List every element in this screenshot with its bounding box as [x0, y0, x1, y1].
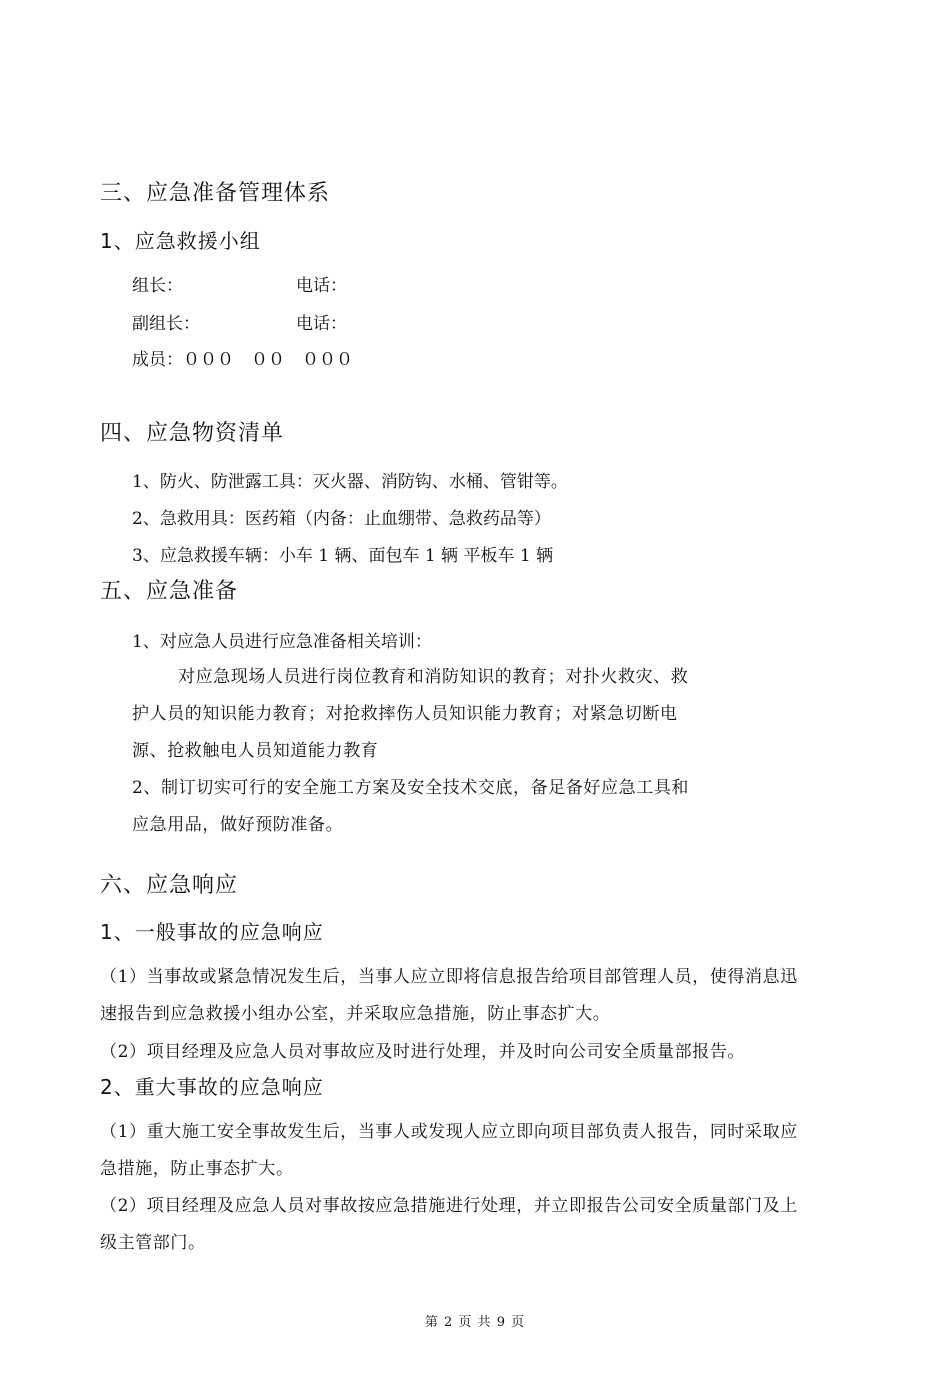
preparation-paragraph-line: 应急用品，做好预防准备。	[132, 815, 344, 835]
supply-item: 1、防火、防泄露工具：灭火器、消防钩、水桶、管钳等。	[132, 472, 568, 492]
section-5-heading: 五、应急准备	[100, 579, 239, 604]
deputy-leader-phone-label: 电话：	[296, 314, 347, 334]
preparation-paragraph-line: 对应急现场人员进行岗位教育和消防知识的教育；对扑火救灾、救	[178, 667, 689, 687]
response-paragraph-line: 急措施，防止事态扩大。	[100, 1159, 294, 1179]
team-leader-label: 组长：	[132, 276, 183, 296]
response-paragraph-line: （1）当事故或紧急情况发生后，当事人应立即将信息报告给项目部管理人员，使得消息迅	[100, 967, 798, 987]
section-6-subheading-general: 1、一般事故的应急响应	[100, 920, 324, 944]
supply-item: 3、应急救援车辆：小车 1 辆、面包车 1 辆 平板车 1 辆	[132, 546, 554, 566]
preparation-paragraph-line: 护人员的知识能力教育；对抢救摔伤人员知识能力教育；对紧急切断电	[132, 704, 678, 724]
response-paragraph-line: （2）项目经理及应急人员对事故按应急措施进行处理，并立即报告公司安全质量部门及上	[100, 1196, 798, 1216]
members-line: 成员：０００ ００ ０００	[132, 350, 353, 370]
response-paragraph-line: 速报告到应急救援小组办公室，并采取应急措施，防止事态扩大。	[100, 1004, 611, 1024]
preparation-paragraph-line: 2、制订切实可行的安全施工方案及安全技术交底，备足备好应急工具和	[132, 778, 690, 798]
preparation-item-title: 1、对应急人员进行应急准备相关培训：	[132, 632, 432, 652]
response-paragraph-line: （1）重大施工安全事故发生后，当事人或发现人应立即向项目部负责人报告，同时采取应	[100, 1122, 798, 1142]
response-paragraph-line: 级主管部门。	[100, 1233, 206, 1253]
section-4-heading: 四、应急物资清单	[100, 421, 285, 446]
preparation-paragraph-line: 源、抢救触电人员知道能力教育	[132, 741, 379, 761]
deputy-leader-label: 副组长：	[132, 314, 200, 334]
response-paragraph-line: （2）项目经理及应急人员对事故应及时进行处理，并及时向公司安全质量部报告。	[100, 1042, 746, 1062]
section-6-heading: 六、应急响应	[100, 873, 239, 898]
section-3-heading: 三、应急准备管理体系	[100, 181, 331, 206]
supply-item: 2、急救用具：医药箱（内备：止血绷带、急救药品等）	[132, 509, 551, 529]
page-number-footer: 第 2 页 共 9 页	[424, 1315, 526, 1330]
section-3-subheading-rescue-team: 1、应急救援小组	[100, 229, 261, 253]
section-6-subheading-major: 2、重大事故的应急响应	[100, 1075, 324, 1099]
team-leader-phone-label: 电话：	[296, 276, 347, 296]
